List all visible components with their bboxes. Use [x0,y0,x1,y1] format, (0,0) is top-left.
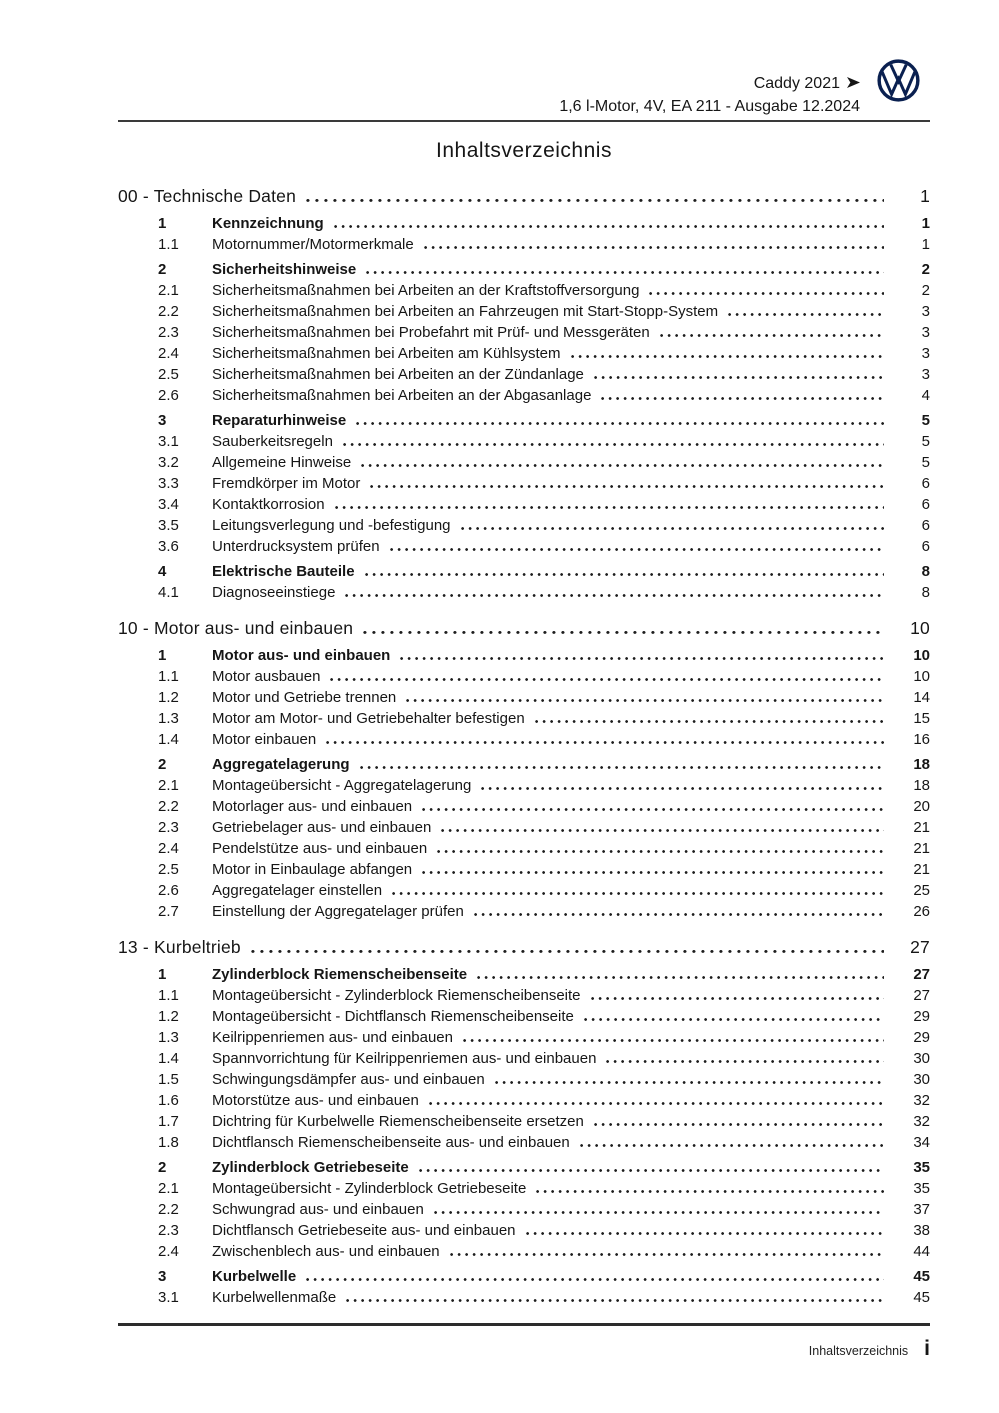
toc-entry-page: 18 [913,756,930,773]
toc-entry-number: 1.1 [158,987,179,1004]
toc-entry-title: Spannvorrichtung für Keilrippenriemen aus- und einbauen [212,1050,597,1067]
toc-entry-number: 4 [158,563,167,580]
toc-entry-number: 3.6 [158,538,179,555]
toc-entry-page: 32 [913,1092,930,1109]
dot-leader [429,1102,884,1105]
toc-entry-page: 5 [921,433,930,450]
toc-entry-number: 2.1 [158,1180,179,1197]
toc-entry-row [118,582,930,603]
toc-entry-title: Diagnoseeinstiege [212,584,336,601]
toc-entry-number: 2.3 [158,1222,179,1239]
dot-leader [601,397,884,400]
toc-entry-row [118,343,930,364]
toc-entry-row [118,1178,930,1199]
toc-entry-row [118,775,930,796]
toc-entry-number: 2.6 [158,387,179,404]
toc-entry-title: Motor ausbauen [212,668,321,685]
toc-entry-row [118,880,930,901]
toc-entry-page: 2 [921,261,930,278]
toc-entry-title: Sicherheitshinweise [212,261,357,278]
dot-leader [441,829,884,832]
toc-entry-number: 3.3 [158,475,179,492]
toc-entry-page: 3 [921,303,930,320]
toc-entry-page: 29 [913,1029,930,1046]
toc-entry-title: Zylinderblock Riemenscheibenseite [212,966,468,983]
toc-entry-number: 2.7 [158,903,179,920]
toc-entry-title: Reparaturhinweise [212,412,347,429]
dot-leader [400,657,884,660]
dot-leader [594,376,884,379]
dot-leader [370,485,884,488]
toc-entry-row [118,431,930,452]
toc-entry-title: Zylinderblock Getriebeseite [212,1159,409,1176]
toc-entry-row [118,817,930,838]
toc-entry-row [118,964,930,985]
dot-leader [345,594,884,597]
toc-entry-row [118,1132,930,1153]
dot-leader [461,527,884,530]
toc-entry-title: Motor und Getriebe trennen [212,689,397,706]
header-model: Caddy 2021 [753,75,840,92]
toc-chapter-page: 1 [920,186,930,206]
toc-entry-title: Sicherheitsmaßnahmen bei Arbeiten an der Abgasanlage [212,387,592,404]
toc-entry-title: Motorstütze aus- und einbauen [212,1092,419,1109]
toc-entry-title: Montageübersicht - Aggregatelagerung [212,777,472,794]
toc-entry-number: 3 [158,412,167,429]
toc-chapter-label: 13 - Kurbeltrieb [118,937,241,957]
toc-entry-row [118,985,930,1006]
toc-entry-title: Leitungsverlegung und -befestigung [212,517,451,534]
toc-entry-page: 45 [913,1268,930,1285]
toc-entry-page: 26 [913,903,930,920]
toc-chapter-page: 10 [910,618,930,638]
dot-leader [366,271,884,274]
toc-entry-number: 1 [158,215,167,232]
toc-entry-page: 15 [913,710,930,727]
toc-entry-number: 1.8 [158,1134,179,1151]
toc-entry-page: 3 [921,324,930,341]
toc-entry-row [118,1287,930,1308]
toc-entry-row [118,838,930,859]
toc-entry-title: Keilrippenriemen aus- und einbauen [212,1029,453,1046]
dot-leader [495,1081,884,1084]
toc-entry-title: Montageübersicht - Dichtflansch Riemenscheibenseite [212,1008,574,1025]
dot-leader [649,292,884,295]
toc-entry-page: 1 [921,215,930,232]
toc-entry-row [118,1006,930,1027]
dot-leader [390,548,884,551]
dot-leader [437,850,884,853]
dot-leader [330,678,884,681]
toc-entry-row [118,1090,930,1111]
toc-entry-page: 30 [913,1071,930,1088]
toc-entry-page: 21 [913,819,930,836]
dot-leader [591,997,884,1000]
toc-entry-title: Dichtflansch Riemenscheibenseite aus- und einbauen [212,1134,570,1151]
header-subtitle: 1,6 l-Motor, 4V, EA 211 - Ausgabe 12.2024 [559,98,860,115]
toc-entry-row [118,687,930,708]
toc-entry-number: 1.3 [158,1029,179,1046]
toc-entry-title: Sicherheitsmaßnahmen bei Probefahrt mit Prüf- und Messgeräten [212,324,650,341]
toc-entry-title: Pendelstütze aus- und einbauen [212,840,428,857]
toc-entry-page: 27 [913,966,930,983]
toc-entry-title: Fremdkörper im Motor [212,475,361,492]
toc-entry-number: 2.1 [158,777,179,794]
toc-entry-title: Motor am Motor- und Getriebehalter befestigen [212,710,525,727]
right-arrowhead-icon [847,77,860,88]
toc-entry-number: 1.2 [158,689,179,706]
toc-entry-page: 10 [913,647,930,664]
dot-leader [424,246,884,249]
toc-entry-number: 2.1 [158,282,179,299]
toc-entry-page: 25 [913,882,930,899]
toc-entry-page: 10 [913,668,930,685]
dot-leader [406,699,884,702]
toc-entry-row [118,322,930,343]
toc-entry-page: 30 [913,1050,930,1067]
toc-entry-title: Motor einbauen [212,731,317,748]
content-column [118,0,930,1308]
dot-leader [306,199,884,203]
toc-entry-page: 32 [913,1113,930,1130]
toc-entry-row [118,708,930,729]
toc-entry-row [118,473,930,494]
toc-entry-number: 3.5 [158,517,179,534]
toc-entry-row [118,280,930,301]
toc-entry-row [118,729,930,750]
header-divider [118,120,930,122]
dot-leader [363,631,884,635]
footer [809,1338,930,1360]
dot-leader [526,1232,884,1235]
toc-entry-page: 35 [913,1159,930,1176]
toc-entry-row [118,561,930,582]
dot-leader [536,1190,884,1193]
toc-entry-page: 3 [921,366,930,383]
toc-entry-number: 1.6 [158,1092,179,1109]
toc-entry-number: 1.4 [158,731,179,748]
toc-entry-row [118,796,930,817]
toc-entry-page: 35 [913,1180,930,1197]
toc-chapter-page: 27 [910,937,930,957]
toc-entry-row [118,645,930,666]
toc-entry-number: 1.2 [158,1008,179,1025]
toc-entry-title: Kontaktkorrosion [212,496,325,513]
dot-leader [571,355,884,358]
table-of-contents [118,184,930,1308]
toc-entry-number: 3.2 [158,454,179,471]
toc-entry-row [118,666,930,687]
toc-entry-page: 21 [913,861,930,878]
toc-entry-page: 6 [921,496,930,513]
toc-entry-number: 2 [158,756,167,773]
toc-entry-number: 1 [158,966,167,983]
toc-entry-page: 29 [913,1008,930,1025]
toc-entry-page: 38 [913,1222,930,1239]
toc-entry-page: 8 [921,563,930,580]
vw-logo-icon [877,59,920,102]
toc-entry-page: 2 [921,282,930,299]
dot-leader [343,443,884,446]
toc-entry-row [118,901,930,922]
page-title: Inhaltsverzeichnis [436,139,612,162]
dot-leader [422,871,884,874]
header [559,72,860,118]
toc-entry-title: Schwungrad aus- und einbauen [212,1201,424,1218]
toc-entry-page: 34 [913,1134,930,1151]
toc-chapter-label: 10 - Motor aus- und einbauen [118,618,354,638]
toc-entry-number: 2.2 [158,798,179,815]
toc-entry-title: Motor in Einbaulage abfangen [212,861,413,878]
toc-entry-number: 1.3 [158,710,179,727]
toc-entry-number: 3.4 [158,496,179,513]
toc-entry-row [118,301,930,322]
dot-leader [334,225,884,228]
toc-entry-row [118,1027,930,1048]
toc-entry-row [118,259,930,280]
toc-entry-page: 45 [913,1289,930,1306]
header-model-line [559,72,860,95]
toc-entry-number: 2.3 [158,819,179,836]
dot-leader [477,976,884,979]
toc-entry-title: Sicherheitsmaßnahmen bei Arbeiten an der Kraftstoffversorgung [212,282,640,299]
dot-leader [584,1018,884,1021]
toc-entry-number: 1.5 [158,1071,179,1088]
footer-divider [118,1323,930,1326]
dot-leader [360,766,884,769]
toc-entry-row [118,859,930,880]
toc-entry-number: 4.1 [158,584,179,601]
dot-leader [326,741,884,744]
toc-entry-row [118,364,930,385]
dot-leader [463,1039,884,1042]
toc-entry-row [118,1157,930,1178]
dot-leader [474,913,884,916]
toc-entry-row [118,1048,930,1069]
toc-entry-row [118,1069,930,1090]
toc-entry-page: 4 [921,387,930,404]
toc-entry-page: 6 [921,475,930,492]
toc-entry-row [118,515,930,536]
toc-entry-number: 2.2 [158,303,179,320]
toc-entry-title: Kurbelwellenmaße [212,1289,337,1306]
dot-leader [594,1123,884,1126]
toc-chapter-row [118,184,930,209]
toc-entry-title: Kennzeichnung [212,215,324,232]
toc-entry-page: 14 [913,689,930,706]
toc-entry-number: 2.4 [158,840,179,857]
toc-entry-row [118,1199,930,1220]
toc-entry-row [118,536,930,557]
toc-entry-title: Aggregatelagerung [212,756,350,773]
toc-entry-row [118,410,930,431]
toc-entry-page: 44 [913,1243,930,1260]
toc-entry-number: 2.4 [158,345,179,362]
toc-entry-title: Montageübersicht - Zylinderblock Riemenscheibenseite [212,987,581,1004]
toc-entry-page: 18 [913,777,930,794]
dot-leader [306,1278,884,1281]
toc-entry-title: Sauberkeitsregeln [212,433,333,450]
toc-chapter-label: 00 - Technische Daten [118,186,297,206]
dot-leader [606,1060,884,1063]
dot-leader [361,464,884,467]
toc-entry-title: Elektrische Bauteile [212,563,355,580]
toc-entry-title: Einstellung der Aggregatelager prüfen [212,903,464,920]
toc-entry-page: 3 [921,345,930,362]
dot-leader [356,422,884,425]
toc-entry-page: 8 [921,584,930,601]
toc-entry-page: 16 [913,731,930,748]
toc-entry-row [118,385,930,406]
dot-leader [535,720,884,723]
toc-chapter-row [118,935,930,960]
toc-entry-row [118,213,930,234]
toc-entry-title: Schwingungsdämpfer aus- und einbauen [212,1071,485,1088]
toc-entry-row [118,1241,930,1262]
toc-entry-number: 3.1 [158,1289,179,1306]
toc-entry-title: Sicherheitsmaßnahmen bei Arbeiten an Fahrzeugen mit Start-Stopp-System [212,303,719,320]
dot-leader [434,1211,884,1214]
toc-entry-number: 2 [158,1159,167,1176]
toc-entry-page: 27 [913,987,930,1004]
dot-leader [728,313,884,316]
toc-entry-page: 21 [913,840,930,857]
toc-entry-number: 2.5 [158,861,179,878]
toc-entry-title: Montageübersicht - Zylinderblock Getriebeseite [212,1180,527,1197]
dot-leader [346,1299,884,1302]
toc-entry-row [118,494,930,515]
dot-leader [422,808,884,811]
toc-entry-number: 2.5 [158,366,179,383]
footer-page-marker: i [924,1337,930,1360]
toc-entry-number: 2 [158,261,167,278]
dot-leader [660,334,884,337]
toc-entry-page: 20 [913,798,930,815]
toc-entry-title: Sicherheitsmaßnahmen bei Arbeiten an der Zündanlage [212,366,584,383]
toc-entry-number: 3.1 [158,433,179,450]
toc-entry-number: 2.4 [158,1243,179,1260]
toc-chapter-row [118,616,930,641]
toc-entry-page: 37 [913,1201,930,1218]
dot-leader [450,1253,884,1256]
dot-leader [365,573,884,576]
toc-entry-title: Zwischenblech aus- und einbauen [212,1243,440,1260]
dot-leader [481,787,884,790]
toc-entry-number: 1.1 [158,668,179,685]
toc-entry-number: 2.2 [158,1201,179,1218]
dot-leader [580,1144,884,1147]
toc-entry-number: 2.3 [158,324,179,341]
toc-entry-row [118,234,930,255]
toc-entry-title: Dichtring für Kurbelwelle Riemenscheibenseite ersetzen [212,1113,584,1130]
toc-entry-title: Motorlager aus- und einbauen [212,798,413,815]
toc-entry-page: 5 [921,454,930,471]
toc-entry-row [118,1111,930,1132]
dot-leader [392,892,884,895]
toc-entry-number: 1.7 [158,1113,179,1130]
toc-entry-row [118,1220,930,1241]
toc-entry-title: Unterdrucksystem prüfen [212,538,380,555]
toc-entry-title: Allgemeine Hinweise [212,454,352,471]
toc-entry-number: 1.1 [158,236,179,253]
toc-entry-row [118,452,930,473]
toc-entry-page: 1 [921,236,930,253]
toc-entry-title: Aggregatelager einstellen [212,882,383,899]
dot-leader [251,950,884,954]
toc-entry-title: Kurbelwelle [212,1268,297,1285]
footer-label: Inhaltsverzeichnis [808,1344,909,1358]
dot-leader [335,506,884,509]
toc-entry-row [118,1266,930,1287]
toc-entry-number: 2.6 [158,882,179,899]
toc-entry-title: Getriebelager aus- und einbauen [212,819,432,836]
toc-entry-title: Motornummer/Motormerkmale [212,236,414,253]
toc-entry-row [118,754,930,775]
toc-entry-title: Dichtflansch Getriebeseite aus- und einbauen [212,1222,516,1239]
toc-entry-page: 6 [921,538,930,555]
toc-entry-page: 5 [921,412,930,429]
toc-entry-number: 1 [158,647,167,664]
toc-entry-title: Motor aus- und einbauen [212,647,391,664]
toc-entry-number: 3 [158,1268,167,1285]
toc-entry-title: Sicherheitsmaßnahmen bei Arbeiten am Kühlsystem [212,345,561,362]
toc-entry-number: 1.4 [158,1050,179,1067]
toc-entry-page: 6 [921,517,930,534]
dot-leader [419,1169,884,1172]
